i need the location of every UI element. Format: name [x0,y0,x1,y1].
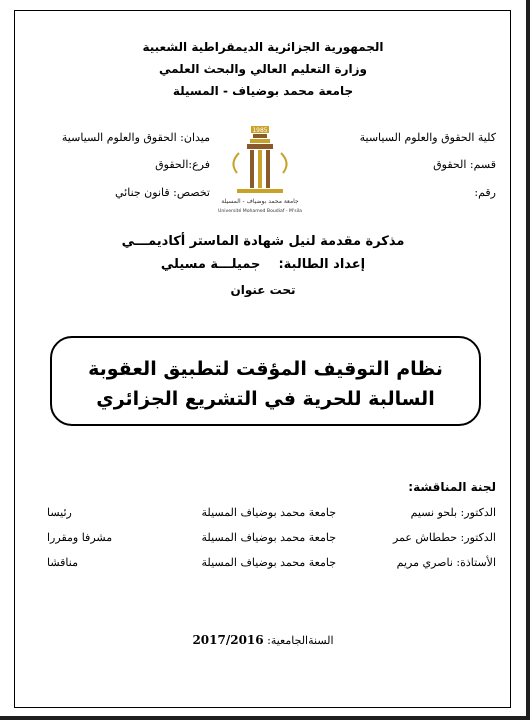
year-value: 2017/2016 [192,633,264,647]
member-university: جامعة محمد بوضياف المسيلة [201,556,336,569]
university-logo-icon [217,123,303,215]
header-republic: الجمهورية الجزائرية الديمقراطية الشعبية [142,40,384,54]
committee-heading: لجنة المناقشة: [408,480,496,494]
member-name: الدكتور: بلحو نسيم [410,506,496,519]
academic-year [0,633,526,647]
info-faculty: كلية الحقوق والعلوم السياسية [359,131,496,144]
under-title: تحت عنوان [230,283,296,297]
header-ministry: وزارة التعليم العالي والبحث العلمي [158,62,368,76]
info-department: قسم: الحقوق [433,158,496,171]
member-role: مناقشا [47,556,78,569]
info-specialty: تخصص: قانون جنائي [114,186,210,199]
header-university: جامعة محمد بوضياف - المسيلة [172,84,354,98]
memo-degree: مذكرة مقدمة لنيل شهادة الماستر أكاديمـــي [121,234,405,249]
committee-row [0,531,526,551]
student-name: جميلـــة مسيلي [160,257,261,272]
member-university: جامعة محمد بوضياف المسيلة [201,531,336,544]
committee-row [0,506,526,526]
info-domain: ميدان: الحقوق والعلوم السياسية [61,131,210,144]
logo-name-ar: جامعة محمد بوضياف - المسيلة [221,198,299,205]
logo-year: 1985 [252,127,268,134]
committee-row [0,556,526,576]
thesis-title-line1: نظام التوقيف المؤقت لتطبيق العقوبة [88,358,443,380]
member-name: الدكتور: حططاش عمر [392,531,496,544]
info-number: رقم: [474,186,496,199]
member-role: رئيسا [47,506,72,519]
prepared-label: إعداد الطالبة: [278,257,366,272]
thesis-title-line2: السالبة للحرية في التشريع الجزائري [96,388,435,410]
thesis-title-box [50,336,481,426]
info-branch: فرع:الحقوق [155,158,210,171]
memo-prepared [0,257,526,272]
member-university: جامعة محمد بوضياف المسيلة [201,506,336,519]
member-role: مشرفا ومقررا [47,531,113,544]
year-label: السنةالجامعية: [267,634,334,647]
logo-name-fr: Université Mohamed Boudiaf - M'sila [218,209,302,214]
member-name: الأستاذة: ناصري مريم [396,556,496,569]
